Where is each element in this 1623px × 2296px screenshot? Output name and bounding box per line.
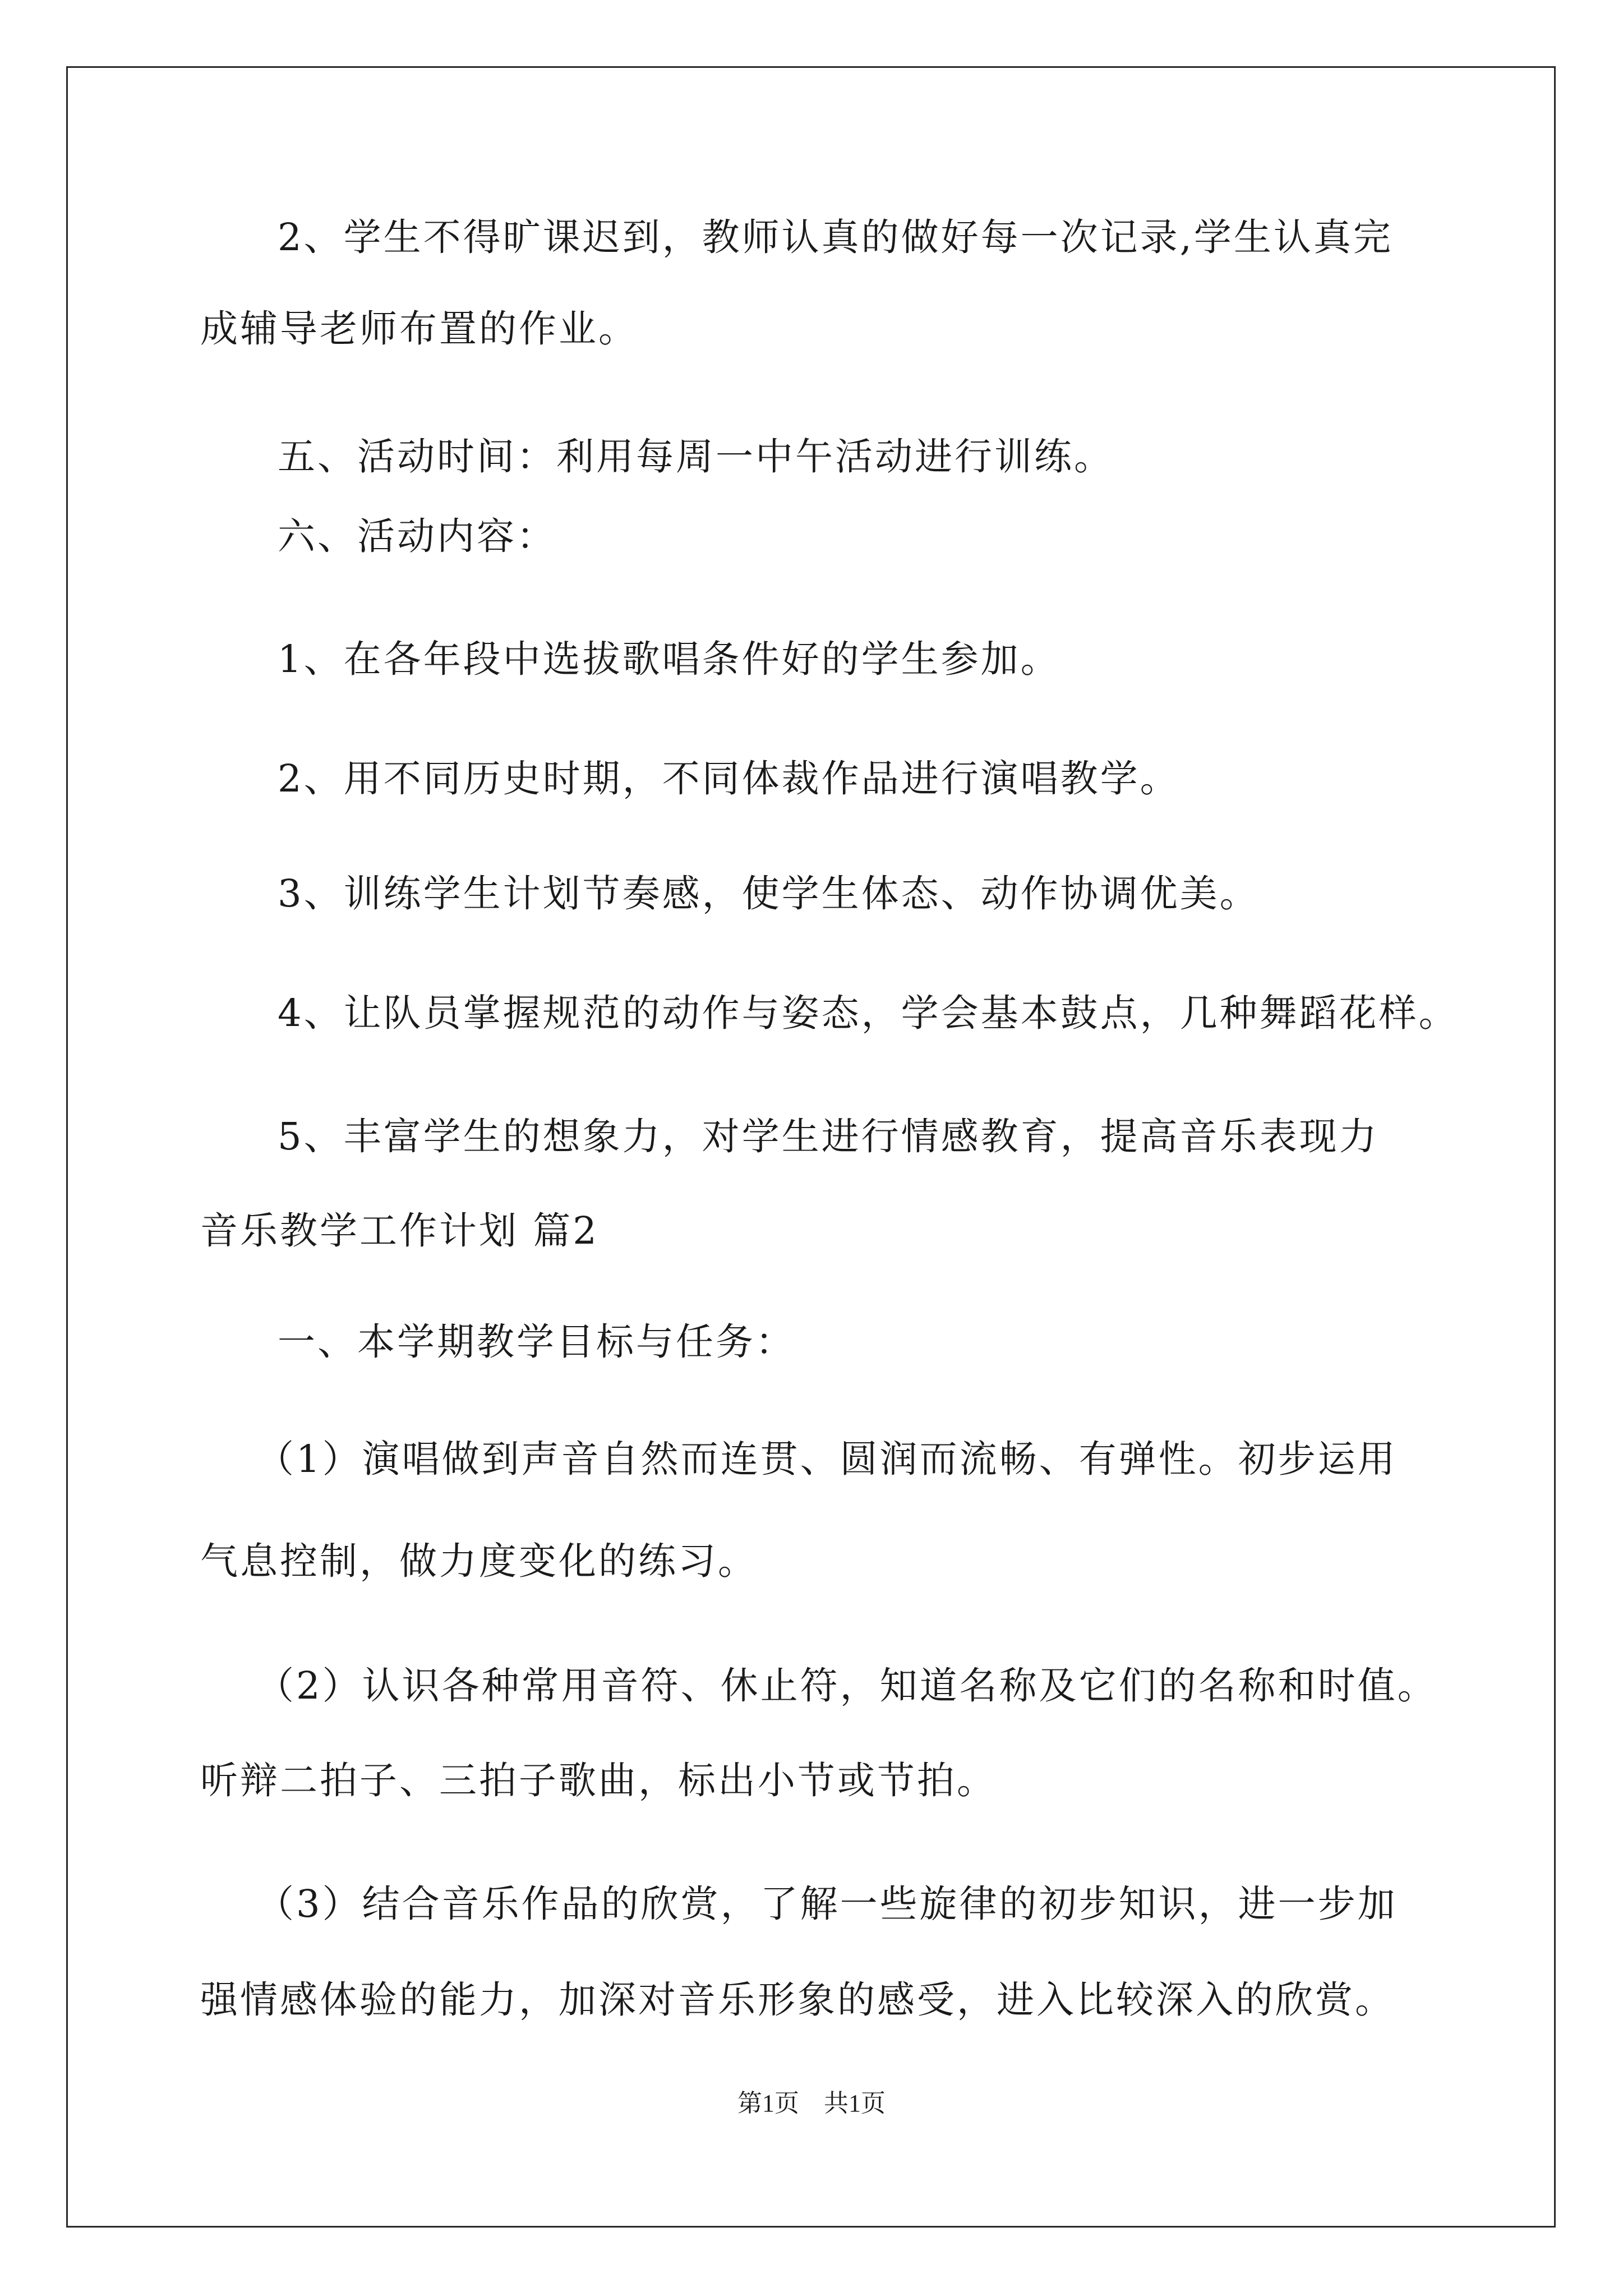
paragraph-line: 4、让队员掌握规范的动作与姿态，学会基本鼓点，几种舞蹈花样。 xyxy=(278,991,1459,1035)
section-heading: 六、活动内容： xyxy=(278,514,556,558)
paragraph-line: （1）演唱做到声音自然而连贯、圆润而流畅、有弹性。初步运用 xyxy=(256,1437,1398,1481)
paragraph-line: 听辩二拍子、三拍子歌曲，标出小节或节拍。 xyxy=(200,1759,997,1802)
paragraph-line: 强情感体验的能力，加深对音乐形象的感受，进入比较深入的欣赏。 xyxy=(200,1978,1395,2022)
paragraph-line: （2）认识各种常用音符、休止符，知道名称及它们的名称和时值。 xyxy=(256,1664,1437,1708)
paragraph-line: 3、训练学生计划节奏感，使学生体态、动作协调优美。 xyxy=(278,872,1260,915)
section-heading: 一、本学期教学目标与任务： xyxy=(278,1320,795,1364)
section-heading: 五、活动时间：利用每周一中午活动进行训练。 xyxy=(278,435,1114,478)
paragraph-line: 气息控制，做力度变化的练习。 xyxy=(200,1539,758,1583)
paragraph-line: 1、在各年段中选拔歌唱条件好的学生参加。 xyxy=(278,637,1061,681)
paragraph-line: （3）结合音乐作品的欣赏，了解一些旋律的初步知识，进一步加 xyxy=(256,1882,1398,1926)
paragraph-line: 2、用不同历史时期，不同体裁作品进行演唱教学。 xyxy=(278,757,1180,800)
section-title: 音乐教学工作计划 篇2 xyxy=(200,1209,599,1253)
paragraph-line: 成辅导老师布置的作业。 xyxy=(200,307,638,351)
paragraph-line: 2、学生不得旷课迟到，教师认真的做好每一次记录,学生认真完 xyxy=(278,215,1393,259)
page-number: 第1页 共1页 xyxy=(737,2090,886,2117)
paragraph-line: 5、丰富学生的想象力，对学生进行情感教育，提高音乐表现力 xyxy=(278,1115,1379,1158)
